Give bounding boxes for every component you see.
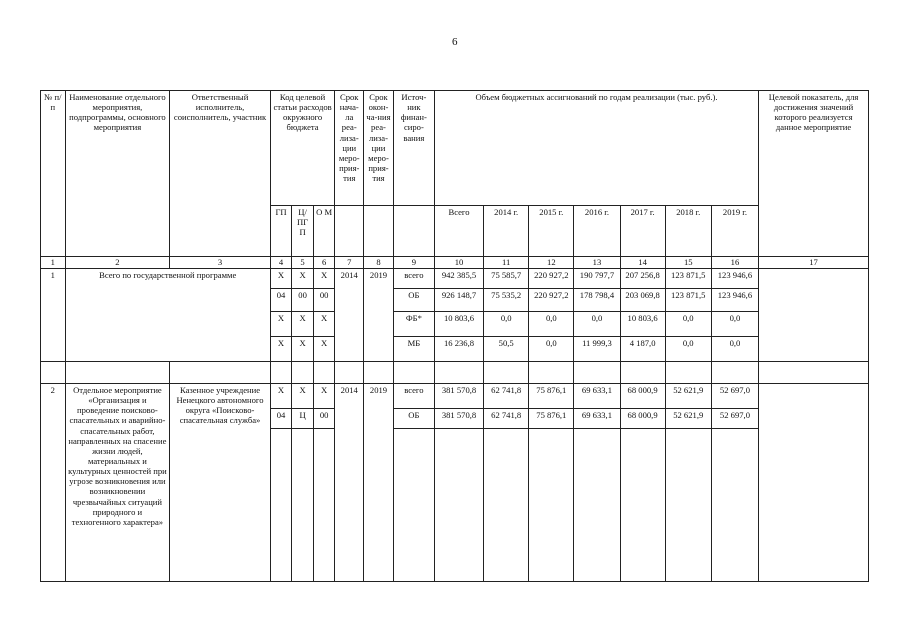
colnum: 3 [170, 257, 271, 269]
cell-source: всего [393, 269, 434, 289]
cell-value: 0,0 [711, 312, 758, 337]
colnum: 8 [364, 257, 394, 269]
cell-value: 11 999,3 [574, 337, 620, 362]
header-row [41, 91, 869, 206]
cell-gp: Х [270, 269, 292, 289]
cell-c: Х [292, 269, 314, 289]
cell-source: ОБ [393, 289, 434, 312]
cell-value: 52 621,9 [665, 409, 711, 429]
cell-value: 0,0 [665, 312, 711, 337]
cell-value: 381 570,8 [434, 384, 483, 409]
cell-gp: 04 [270, 409, 292, 429]
cell-om: Х [313, 337, 335, 362]
colnum: 13 [574, 257, 620, 269]
cell-value: 0,0 [529, 312, 574, 337]
colnum: 14 [620, 257, 665, 269]
cell-indicator [759, 269, 869, 362]
spacer-row [41, 362, 869, 384]
hdr-year-2016: 2016 г. [574, 206, 620, 257]
hdr-end: Срок окон-ча-ния реа-лиза-ции меро-прия-тия [364, 91, 394, 206]
table-row [41, 269, 869, 289]
cell-value: 926 148,7 [434, 289, 483, 312]
cell-value: 190 797,7 [574, 269, 620, 289]
cell-value: 69 633,1 [574, 384, 620, 409]
hdr-source: Источ-ник финан-сиро-вания [393, 91, 434, 206]
cell-value: 220 927,2 [529, 269, 574, 289]
cell-value: 123 871,5 [665, 269, 711, 289]
colnum: 1 [41, 257, 66, 269]
cell-value: 52 697,0 [711, 409, 758, 429]
colnum: 12 [529, 257, 574, 269]
cell-value: 75 876,1 [529, 384, 574, 409]
hdr-executor: Ответственный исполнитель, соисполнитель, участник [170, 91, 271, 257]
cell-end: 2019 [364, 384, 394, 582]
cell-value: 0,0 [574, 312, 620, 337]
colnum: 16 [711, 257, 758, 269]
page-number: 6 [452, 36, 458, 48]
cell-value: 220 927,2 [529, 289, 574, 312]
cell-c: Ц [292, 409, 314, 429]
cell-value: 68 000,9 [620, 384, 665, 409]
colnum: 6 [313, 257, 335, 269]
colnum: 4 [270, 257, 292, 269]
cell-source: ФБ* [393, 312, 434, 337]
cell-value: 75 585,7 [484, 269, 529, 289]
cell-value: 52 621,9 [665, 384, 711, 409]
hdr-year-total: Всего [434, 206, 483, 257]
cell-om: Х [313, 269, 335, 289]
hdr-budget: Объем бюджетных ассигнований по годам реализации (тыс. руб.). [434, 91, 758, 206]
hdr-year-2014: 2014 г. [484, 206, 529, 257]
row-executor: Казенное учреждение Ненецкого автономного округа «Поисково-спасательная служба» [170, 384, 271, 582]
hdr-indicator: Целевой показатель, для достижения значений которого реализуется данное мероприятие [759, 91, 869, 257]
cell-value: 0,0 [665, 337, 711, 362]
row-name: Отдельное мероприятие «Организация и проведение поисково-спасательных и аварийно-спасательных работ, направленных на спасение жизни людей, материальных и культурных ценностей при угрозе возникновения или возникновении чрезвычайных ситуаций природного и техногенного характера» [65, 384, 170, 582]
cell-value: 123 946,6 [711, 289, 758, 312]
colnum: 15 [665, 257, 711, 269]
cell-source: ОБ [393, 409, 434, 429]
table-row [41, 384, 869, 409]
hdr-year-2017: 2017 г. [620, 206, 665, 257]
cell-value: 4 187,0 [620, 337, 665, 362]
cell-value: 10 803,6 [434, 312, 483, 337]
cell-gp: Х [270, 384, 292, 409]
cell-value: 75 535,2 [484, 289, 529, 312]
cell-value: 62 741,8 [484, 409, 529, 429]
cell-om: Х [313, 384, 335, 409]
cell-value: 10 803,6 [620, 312, 665, 337]
hdr-year-2015: 2015 г. [529, 206, 574, 257]
hdr-cpgp: Ц/ ПГ П [292, 206, 314, 257]
cell-c: 00 [292, 289, 314, 312]
hdr-empty-start [335, 206, 364, 257]
hdr-code: Код целевой статьи расходов окружного бюджета [270, 91, 335, 206]
cell-indicator [759, 384, 869, 582]
cell-value: 123 871,5 [665, 289, 711, 312]
cell-om: 00 [313, 409, 335, 429]
hdr-empty-end [364, 206, 394, 257]
budget-table [40, 90, 869, 582]
cell-source: всего [393, 384, 434, 409]
cell-om: Х [313, 312, 335, 337]
hdr-om: О М [313, 206, 335, 257]
cell-value: 68 000,9 [620, 409, 665, 429]
cell-value: 75 876,1 [529, 409, 574, 429]
hdr-start: Срок нача-ла реа-лиза-ции меро-прия-тия [335, 91, 364, 206]
cell-value: 52 697,0 [711, 384, 758, 409]
cell-value: 16 236,8 [434, 337, 483, 362]
cell-value: 50,5 [484, 337, 529, 362]
cell-gp: Х [270, 337, 292, 362]
cell-value: 381 570,8 [434, 409, 483, 429]
row-name: Всего по государственной программе [65, 269, 270, 362]
cell-source: МБ [393, 337, 434, 362]
cell-value: 0,0 [484, 312, 529, 337]
cell-value: 207 256,8 [620, 269, 665, 289]
cell-c: Х [292, 337, 314, 362]
cell-value: 942 385,5 [434, 269, 483, 289]
cell-start: 2014 [335, 384, 364, 582]
colnum: 9 [393, 257, 434, 269]
hdr-year-2019: 2019 г. [711, 206, 758, 257]
colnum: 7 [335, 257, 364, 269]
cell-value: 0,0 [529, 337, 574, 362]
cell-start: 2014 [335, 269, 364, 362]
hdr-no: № п/п [41, 91, 66, 257]
colnum: 2 [65, 257, 170, 269]
hdr-year-2018: 2018 г. [665, 206, 711, 257]
cell-value: 0,0 [711, 337, 758, 362]
cell-c: Х [292, 384, 314, 409]
row-no: 2 [41, 384, 66, 582]
row-no: 1 [41, 269, 66, 362]
cell-gp: 04 [270, 289, 292, 312]
colnum: 5 [292, 257, 314, 269]
cell-gp: Х [270, 312, 292, 337]
cell-c: Х [292, 312, 314, 337]
cell-value: 123 946,6 [711, 269, 758, 289]
cell-value: 178 798,4 [574, 289, 620, 312]
colnum: 17 [759, 257, 869, 269]
column-numbers-row [41, 257, 869, 269]
cell-value: 69 633,1 [574, 409, 620, 429]
cell-end: 2019 [364, 269, 394, 362]
colnum: 11 [484, 257, 529, 269]
cell-value: 62 741,8 [484, 384, 529, 409]
cell-value: 203 069,8 [620, 289, 665, 312]
colnum: 10 [434, 257, 483, 269]
hdr-gp: ГП [270, 206, 292, 257]
hdr-name: Наименование отдельного мероприятия, подпрограммы, основного мероприятия [65, 91, 170, 257]
hdr-empty-source [393, 206, 434, 257]
cell-om: 00 [313, 289, 335, 312]
